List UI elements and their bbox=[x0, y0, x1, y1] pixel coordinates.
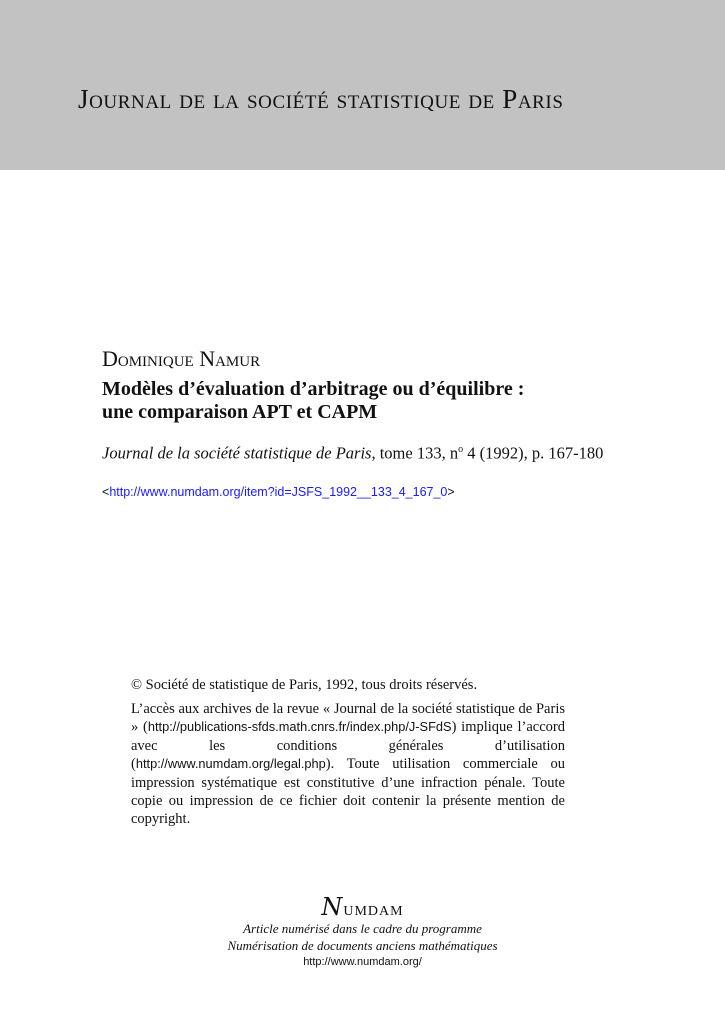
notice-text-3: ). Toute utilisation commerciale ou impression systématique est constitutive d’une infraction pénale. Toute copie ou impression de ce fichier doit contenir la présente mention de copyright. bbox=[131, 756, 565, 828]
numdam-url-link[interactable]: http://www.numdam.org/ bbox=[303, 956, 422, 968]
notice-url-legal[interactable]: http://www.numdam.org/legal.php bbox=[135, 756, 326, 772]
citation-details-a: , tome 133, n bbox=[371, 443, 459, 463]
terms-notice bbox=[131, 700, 565, 829]
copyright-notice: © Société de statistique de Paris, 1992, tous droits réservés. bbox=[131, 677, 478, 693]
citation bbox=[102, 440, 626, 463]
citation-details-b: 4 (1992), p. 167-180 bbox=[467, 443, 604, 463]
notice-url-sfds[interactable]: http://publications-sfds.math.cnrs.fr/index.php/J-SFdS bbox=[147, 719, 452, 735]
article-title-line-1: Modèles d’évaluation d’arbitrage ou d’équilibre : bbox=[102, 378, 525, 400]
article-title bbox=[102, 378, 662, 424]
numdam-tagline-2: Numérisation de documents anciens mathématiques bbox=[227, 938, 498, 953]
notice-text-1: L’accès aux archives de la revue « Journal de la société statistique de Paris » ( bbox=[131, 701, 565, 736]
url-open-bracket: < bbox=[102, 485, 110, 499]
notice-text-2: ) implique l’accord avec les conditions générales d’utilisation ( bbox=[131, 719, 565, 773]
url-close-bracket: > bbox=[447, 485, 455, 499]
numdam-logo-rest: umdam bbox=[343, 898, 404, 920]
author-name: Dominique Namur bbox=[102, 346, 261, 371]
article-title-line-2: une comparaison APT et CAPM bbox=[102, 401, 378, 423]
citation-journal: Journal de la société statistique de Paris bbox=[102, 443, 372, 463]
numdam-tagline-1: Article numérisé dans le cadre du programme bbox=[243, 921, 482, 936]
article-url-link[interactable]: http://www.numdam.org/item?id=JSFS_1992__133_4_167_0 bbox=[109, 485, 448, 499]
numdam-logo-initial: N bbox=[321, 893, 344, 921]
article-url-line bbox=[102, 485, 455, 499]
journal-banner bbox=[0, 0, 725, 170]
citation-number-sup: o bbox=[458, 444, 464, 455]
journal-title: Journal de la société statistique de Paris bbox=[78, 84, 564, 114]
numdam-logo bbox=[0, 893, 725, 921]
